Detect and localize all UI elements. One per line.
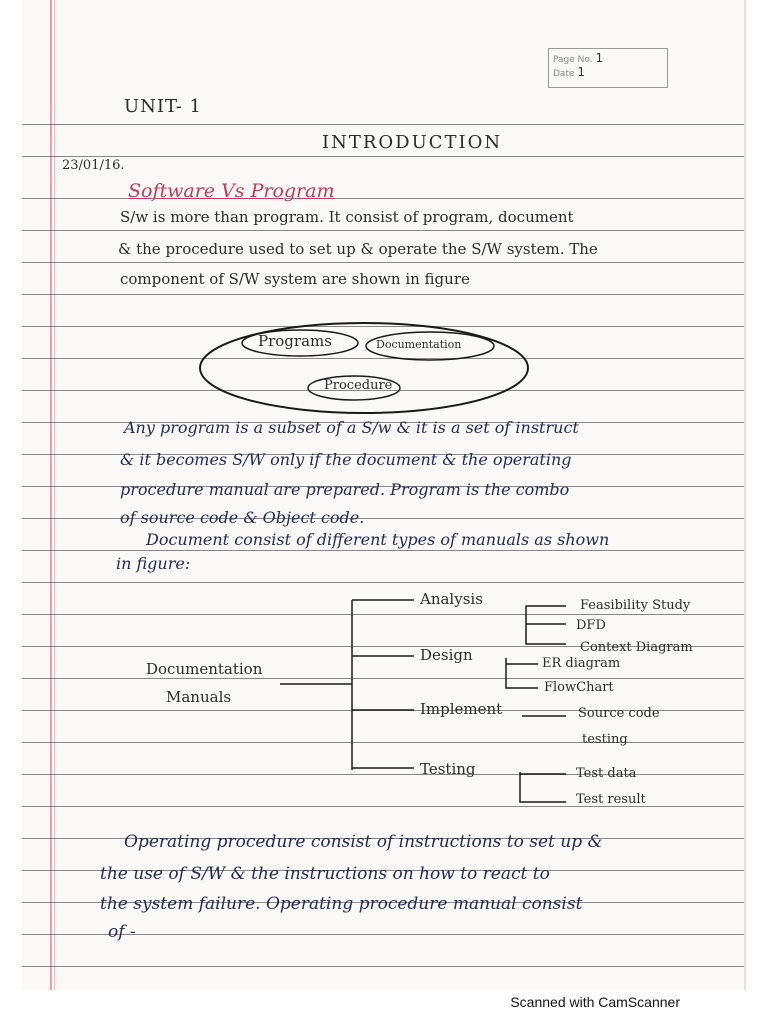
ruled-line <box>22 156 744 157</box>
branch-analysis: Analysis <box>420 590 483 608</box>
design-subtrunk <box>506 658 538 688</box>
margin-line <box>50 0 52 990</box>
leaf-context-diagram: Context Diagram <box>580 640 693 655</box>
leaf-er-diagram: ER diagram <box>542 656 621 671</box>
para2-line: of source code & Object code. <box>120 508 365 527</box>
page-number: 1 <box>595 51 604 65</box>
para3-line: the use of S/W & the instructions on how to react to <box>100 864 550 884</box>
para2-line: Any program is a subset of a S/w & it is a set of instruct <box>124 418 579 437</box>
para3-line: Operating procedure consist of instructions to set up & <box>124 832 603 852</box>
leaf-test-data: Test data <box>576 766 637 781</box>
section-title: Software Vs Program <box>128 180 335 202</box>
para2-line: Document consist of different types of manuals as shown <box>146 530 610 549</box>
ruled-line <box>22 124 744 125</box>
programs-label: Programs <box>258 332 332 350</box>
date-label: Date <box>553 69 575 79</box>
para3-line: the system failure. Operating procedure manual consist <box>100 894 583 914</box>
analysis-subtrunk <box>526 606 566 644</box>
date-text: 23/01/16. <box>62 158 125 173</box>
ruled-line <box>22 262 744 263</box>
date-value: 1 <box>577 65 586 79</box>
leaf-flowchart: FlowChart <box>544 680 614 695</box>
branch-implement: Implement <box>420 700 503 718</box>
page-title: INTRODUCTION <box>322 132 503 153</box>
para3-line: of - <box>108 922 136 942</box>
leaf-testing: testing <box>582 732 628 747</box>
page-label: Page No. <box>553 55 593 65</box>
tree-root-line2: Manuals <box>166 688 232 706</box>
ruled-line <box>22 582 744 583</box>
documentation-label: Documentation <box>376 338 462 351</box>
margin-line-inner <box>54 0 55 990</box>
branch-testing: Testing <box>420 760 476 778</box>
ruled-line <box>22 550 744 551</box>
para2-line: in figure: <box>116 554 191 573</box>
leaf-source-code: Source code <box>578 706 660 721</box>
leaf-feasibility: Feasibility Study <box>580 598 691 613</box>
testing-subtrunk <box>520 772 566 802</box>
ruled-line <box>22 966 744 967</box>
para1-line: S/w is more than program. It consist of program, document <box>120 208 574 226</box>
para1-line: component of S/W system are shown in figure <box>120 270 470 288</box>
leaf-dfd: DFD <box>576 618 606 633</box>
scanner-watermark: Scanned with CamScanner <box>510 994 680 1010</box>
branch-design: Design <box>420 646 473 664</box>
unit-label: UNIT- 1 <box>124 96 202 117</box>
tree-root-line1: Documentation <box>146 660 263 678</box>
ruled-line <box>22 230 744 231</box>
footer-bar <box>0 990 768 1024</box>
components-diagram <box>196 318 536 418</box>
ruled-line <box>22 294 744 295</box>
procedure-label: Procedure <box>324 378 393 393</box>
para2-line: procedure manual are prepared. Program is the combo <box>120 480 570 499</box>
para2-line: & it becomes S/W only if the document & the operating <box>120 450 572 469</box>
page-number-box <box>548 48 668 88</box>
para1-line: & the procedure used to set up & operate the S/W system. The <box>118 240 598 258</box>
leaf-test-result: Test result <box>576 792 646 807</box>
